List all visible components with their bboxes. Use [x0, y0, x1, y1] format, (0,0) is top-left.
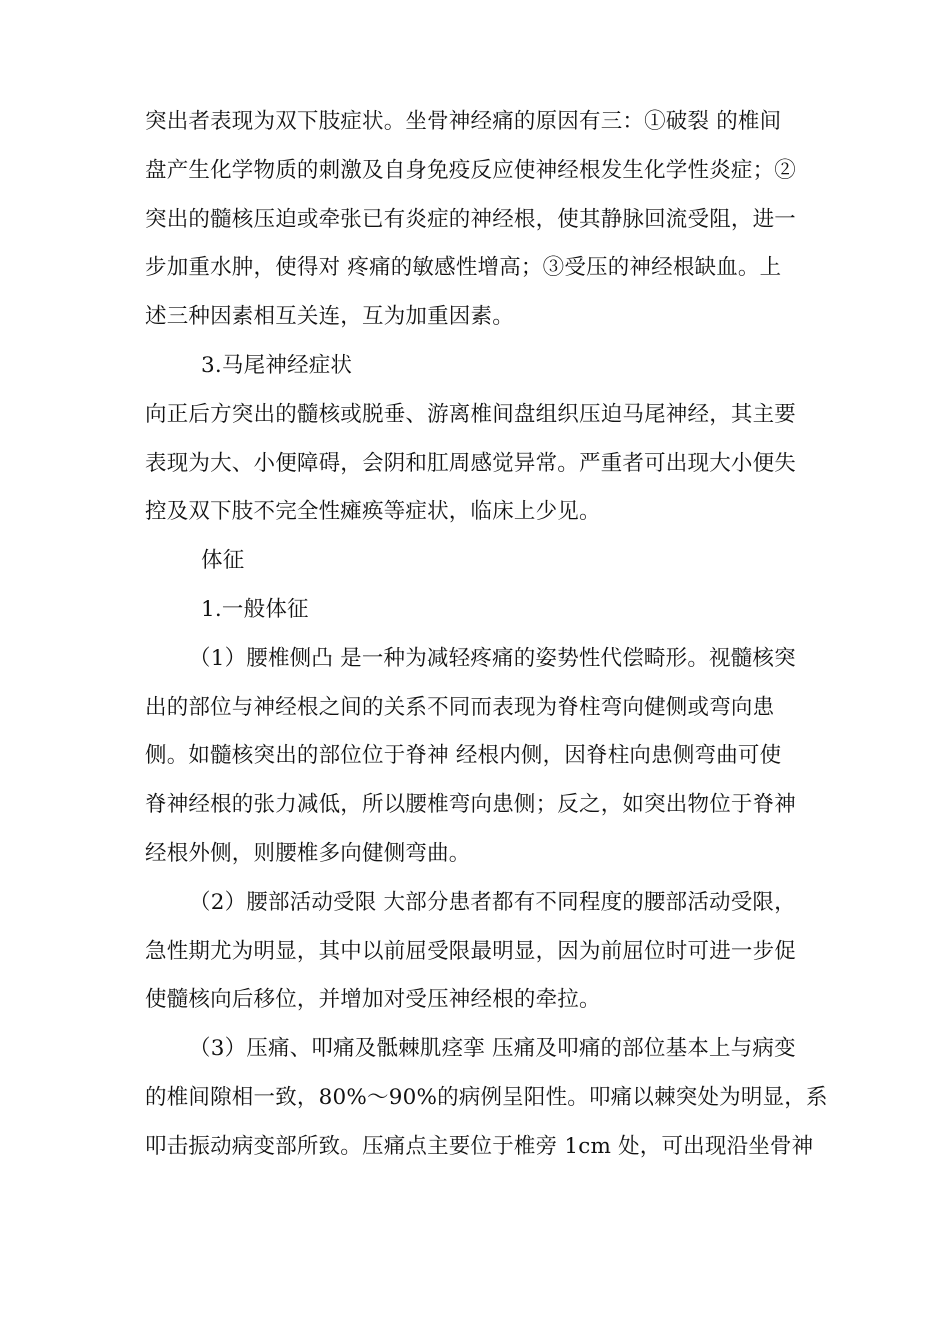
text-line-18: 急性期尤为明显，其中以前屈受限最明显，因为前屈位时可进一步促: [145, 938, 797, 964]
text-line-12: （1）腰椎侧凸 是一种为减轻疼痛的姿势性代偿畸形。视髓核突: [189, 645, 796, 671]
document-page: [145, 98, 828, 1172]
text-line-21: 的椎间隙相一致，80%～90%的病例呈阳性。叩痛以棘突处为明显，系: [145, 1084, 828, 1110]
text-line-7: 向正后方突出的髓核或脱垂、游离椎间盘组织压迫马尾神经，其主要: [145, 401, 797, 427]
section-heading-general-signs: 1.一般体征: [201, 596, 309, 622]
text-line-15: 脊神经根的张力减低，所以腰椎弯向患侧；反之，如突出物位于脊神: [145, 792, 797, 818]
text-line-17: （2）腰部活动受限 大部分患者都有不同程度的腰部活动受限，: [189, 889, 796, 915]
text-line-9: 控及双下肢不完全性瘫痪等症状，临床上少见。: [145, 499, 601, 525]
text-line-1: 突出者表现为双下肢症状。坐骨神经痛的原因有三：①破裂 的椎间: [145, 109, 782, 134]
text-line-5: 述三种因素相互关连，互为加重因素。: [145, 304, 514, 330]
text-line-13: 出的部位与神经根之间的关系不同而表现为脊柱弯向健侧或弯向患: [145, 694, 775, 720]
text-line-19: 使髓核向后移位，并增加对受压神经根的牵拉。: [145, 987, 601, 1013]
text-line-16: 经根外侧，则腰椎多向健侧弯曲。: [145, 840, 471, 866]
text-line-3: 突出的髓核压迫或牵张已有炎症的神经根，使其静脉回流受阻，进一: [145, 206, 797, 232]
text-line-22: 叩击振动病变部所致。压痛点主要位于椎旁 1cm 处，可出现沿坐骨神: [145, 1133, 814, 1159]
section-heading-signs: 体征: [201, 548, 245, 574]
text-line-2: 盘产生化学物质的刺激及自身免疫反应使神经根发生化学性炎症；②: [145, 157, 797, 183]
text-line-8: 表现为大、小便障碍，会阴和肛周感觉异常。严重者可出现大小便失: [145, 450, 797, 476]
text-line-20: （3）压痛、叩痛及骶棘肌痉挛 压痛及叩痛的部位基本上与病变: [189, 1036, 796, 1062]
section-heading-cauda-equina: 3.马尾神经症状: [201, 352, 353, 378]
text-line-4: 步加重水肿，使得对 疼痛的敏感性增高；③受压的神经根缺血。上: [145, 255, 782, 281]
text-line-14: 侧。如髓核突出的部位位于脊神 经根内侧，因脊柱向患侧弯曲可使: [145, 743, 782, 769]
